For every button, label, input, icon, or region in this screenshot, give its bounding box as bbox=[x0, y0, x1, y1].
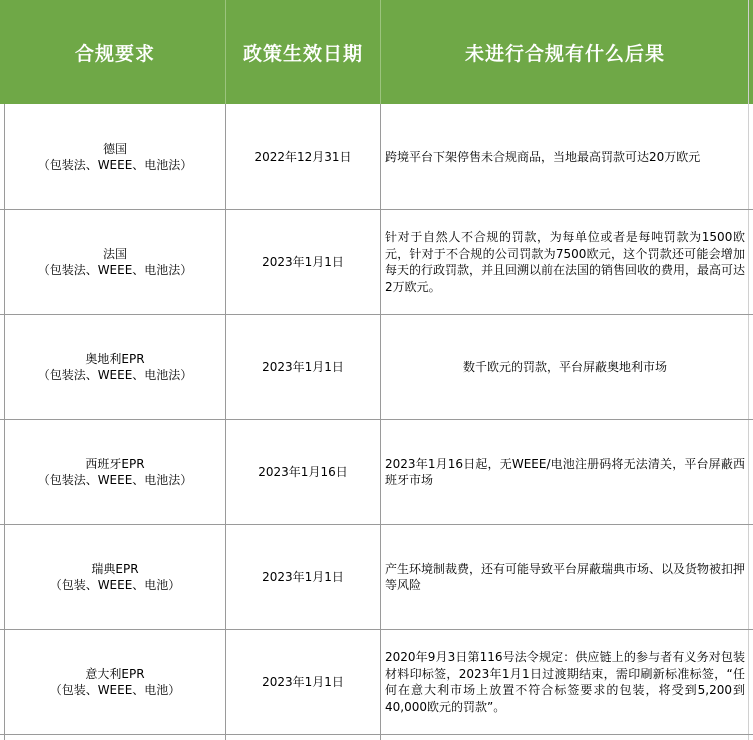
requirement-cell bbox=[5, 105, 225, 209]
table-row bbox=[0, 210, 753, 315]
requirement-cell bbox=[5, 630, 225, 734]
requirement-cell bbox=[5, 210, 225, 314]
requirement-cell bbox=[5, 420, 225, 524]
law-list: （包装法、WEEE、电池法） bbox=[37, 158, 193, 172]
effective-date-cell: 2022年12月31日 bbox=[254, 149, 352, 164]
consequence-cell: 产生环境制裁费，还有可能导致平台屏蔽瑞典市场、以及货物被扣押等风险 bbox=[385, 561, 746, 592]
table-row bbox=[0, 315, 753, 420]
country-name: 西班牙EPR bbox=[85, 456, 145, 471]
effective-date-cell: 2023年1月1日 bbox=[262, 254, 344, 269]
country-name: 法国 bbox=[102, 246, 127, 261]
country-name: 奥地利EPR bbox=[85, 351, 145, 366]
effective-date-cell: 2023年1月16日 bbox=[258, 464, 348, 479]
header-effective-date: 政策生效日期 bbox=[242, 42, 363, 65]
country-name: 德国 bbox=[102, 141, 127, 156]
header-consequence: 未进行合规有什么后果 bbox=[464, 42, 665, 65]
consequence-cell: 2020年9月3日第116号法令规定：供应链上的参与者有义务对包装材料印标签，2023年1月1日过渡期结束，需印刷新标准标签，“任何在意大利市场上放置不符合标签要求的包装，将受到5,200到40,000欧元的罚款”。 bbox=[385, 650, 745, 714]
consequence-cell: 数千欧元的罚款，平台屏蔽奥地利市场 bbox=[462, 359, 667, 374]
table-header bbox=[0, 0, 753, 104]
law-list: （包装、WEEE、电池） bbox=[49, 683, 181, 697]
requirement-cell bbox=[5, 525, 225, 629]
law-list: （包装、WEEE、电池） bbox=[49, 578, 181, 592]
table-row bbox=[0, 420, 753, 525]
effective-date-cell: 2023年1月1日 bbox=[262, 359, 344, 374]
header-compliance-requirement: 合规要求 bbox=[74, 42, 155, 65]
consequence-cell: 针对于自然人不合规的罚款，为每单位或者是每吨罚款为1500欧元，针对于不合规的公司罚款为7500欧元，这个罚款还可能会增加每天的行政罚款，并且回溯以前在法国的销售回收的费用，最高可达2万欧元。 bbox=[385, 230, 746, 294]
table-row bbox=[0, 630, 753, 735]
country-name: 瑞典EPR bbox=[91, 561, 139, 576]
effective-date-cell: 2023年1月1日 bbox=[262, 569, 344, 584]
law-list: （包装法、WEEE、电池法） bbox=[37, 473, 193, 487]
effective-date-cell: 2023年1月1日 bbox=[262, 674, 344, 689]
requirement-cell bbox=[5, 315, 225, 419]
table-row bbox=[0, 105, 753, 210]
law-list: （包装法、WEEE、电池法） bbox=[37, 263, 193, 277]
consequence-cell: 2023年1月16日起，无WEEE/电池注册码将无法清关，平台屏蔽西班牙市场 bbox=[385, 456, 745, 487]
consequence-cell: 跨境平台下架停售未合规商品，当地最高罚款可达20万欧元 bbox=[385, 149, 701, 164]
table-row bbox=[0, 525, 753, 630]
country-name: 意大利EPR bbox=[85, 666, 145, 681]
law-list: （包装法、WEEE、电池法） bbox=[37, 368, 193, 382]
